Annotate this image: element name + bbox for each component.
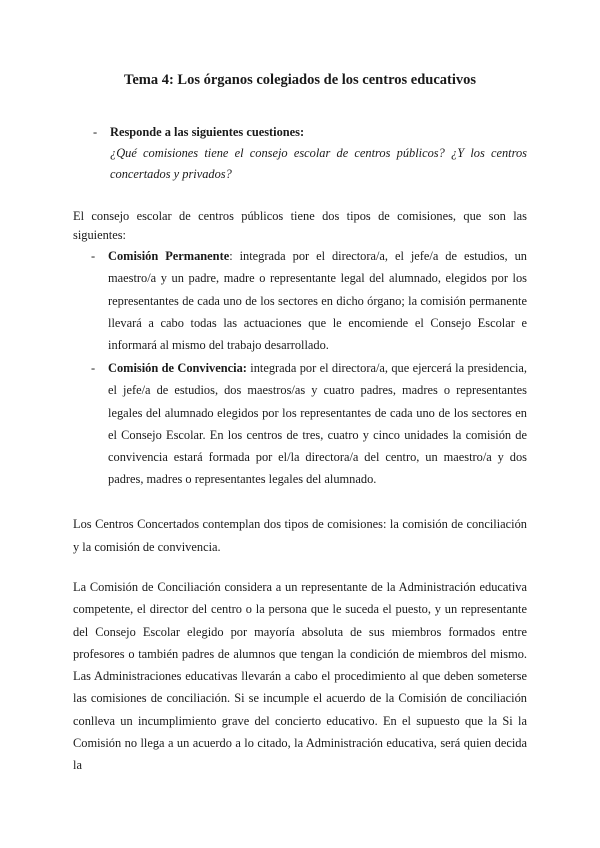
list-item-comision-permanente xyxy=(91,245,527,356)
document-title: Tema 4: Los órganos colegiados de los centros educativos xyxy=(123,72,477,88)
list-item-text xyxy=(108,357,527,491)
question-item xyxy=(93,122,527,185)
list-item-description: integrada por el directora/a, que ejercerá la presidencia, el jefe/a de estudios, dos maestros/as y cuatro padres, madres o representantes legales del alumnado elegidos por los representantes de cada uno de los sectores en el Consejo Escolar. En los centros de tres, cuatro y cinco unidades la comisión de convivencia estará formada por el/la directora/a del centro, un maestro/a y dos padres, madres o representantes legales del alumnado. xyxy=(108,361,527,487)
question-text: ¿Qué comisiones tiene el consejo escolar de centros públicos? ¿Y los centros concertados y privados? xyxy=(110,146,527,181)
list-item-text xyxy=(108,245,527,356)
list-bullet: - xyxy=(91,361,96,375)
list-item-term: Comisión Permanente xyxy=(108,249,230,263)
list-item-term: Comisión de Convivencia: xyxy=(108,361,247,375)
intro-paragraph: El consejo escolar de centros públicos tiene dos tipos de comisiones, que son las siguientes: xyxy=(73,209,527,242)
paragraph-concertados: Los Centros Concertados contemplan dos tipos de comisiones: la comisión de conciliación y la comisión de convivencia. xyxy=(73,517,527,554)
question-heading: Responde a las siguientes cuestiones: xyxy=(110,125,305,139)
list-item-comision-convivencia xyxy=(91,357,527,491)
paragraph-conciliacion: La Comisión de Conciliación considera a un representante de la Administración educativa competente, el director del centro o la persona que le suceda el puesto, y un representante del Consejo Escolar elegido por mayoría absoluta de sus miembros formados entre profesores o también padres de alumnos que tengan la condición de miembros del mismo. Las Administraciones educativas llevarán a cabo el procedimiento al que deben someterse las comisiones de conciliación. Si se incumple el acuerdo de la Comisión de conciliación conlleva un incumplimiento grave del concierto educativo. En el supuesto que la Si la Comisión no llega a un acuerdo a lo citado, la Administración educativa, será quien decida la xyxy=(73,580,527,773)
list-item-description: : integrada por el directora/a, el jefe/a de estudios, un maestro/a y un padre, madre o representante legal del alumnado, elegidos por los representantes de cada uno de los sectores en dicho órgano; la comisión permanente llevará a cabo todas las actuaciones que le encomiende el Consejo Escolar e informará al mismo del trabajo desarrollado. xyxy=(108,249,527,353)
question-bullet: - xyxy=(93,125,98,139)
list-bullet: - xyxy=(91,249,96,263)
